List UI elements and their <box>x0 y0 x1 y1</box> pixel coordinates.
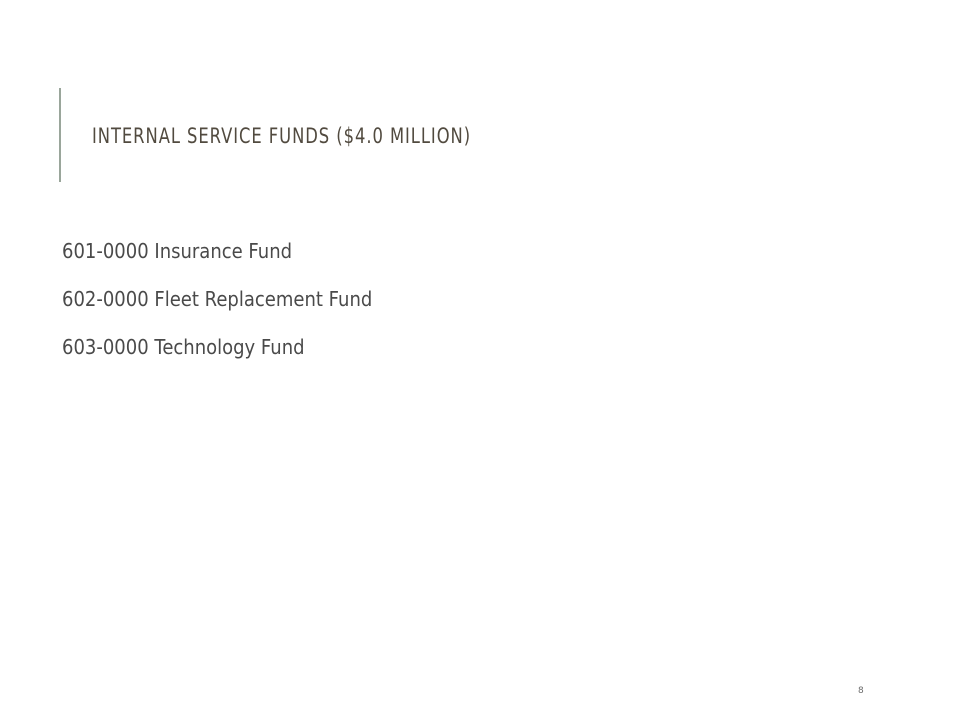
fund-item: 601-0000 Insurance Fund <box>62 239 293 263</box>
page-number: 8 <box>858 686 864 696</box>
title-accent-bar <box>59 88 61 182</box>
slide-title: INTERNAL SERVICE FUNDS ($4.0 MILLION) <box>92 124 472 148</box>
fund-list <box>62 238 407 382</box>
fund-item: 603-0000 Technology Fund <box>62 335 305 359</box>
fund-item: 602-0000 Fleet Replacement Fund <box>62 287 373 311</box>
